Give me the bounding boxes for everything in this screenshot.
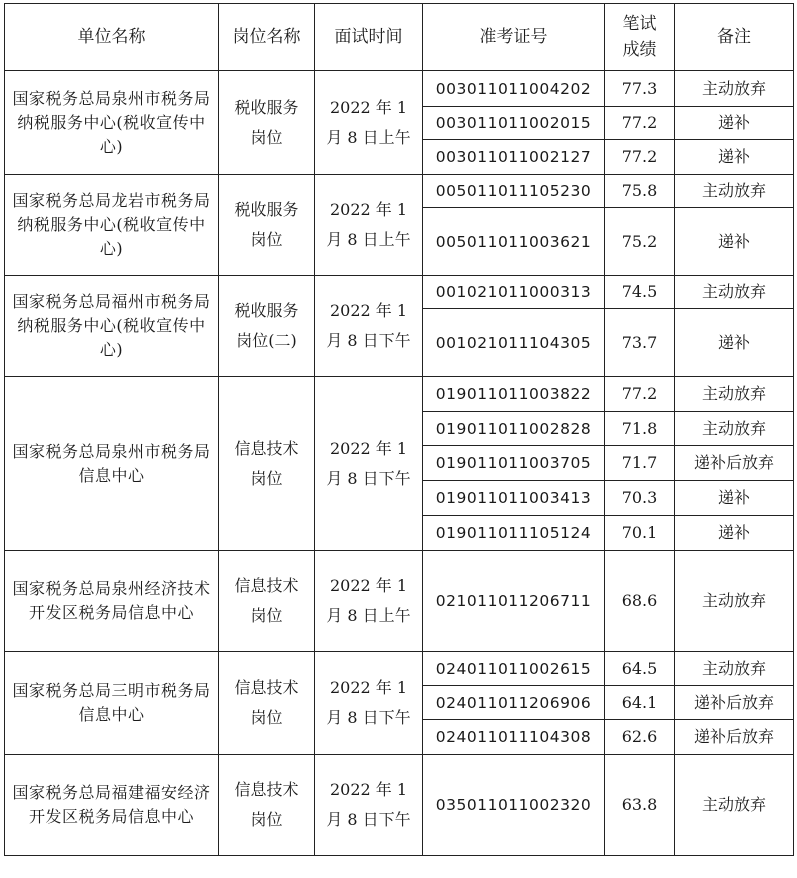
- remark-cell: 主动放弃: [675, 652, 794, 686]
- unit-name-cell: 国家税务总局三明市税务局信息中心: [5, 652, 219, 755]
- remark-cell: 递补: [675, 516, 794, 551]
- exam-id-cell: 003011011002015: [423, 107, 605, 140]
- exam-id-cell: 035011011002320: [423, 755, 605, 856]
- post-name-cell: 税收服务岗位(二): [219, 276, 315, 377]
- exam-id-cell: 019011011105124: [423, 516, 605, 551]
- remark-cell: 主动放弃: [675, 71, 794, 107]
- post-name-cell: 税收服务岗位: [219, 175, 315, 276]
- interview-time-cell: 2022 年 1 月 8 日下午: [315, 652, 423, 755]
- unit-name-cell: 国家税务总局泉州经济技术开发区税务局信息中心: [5, 551, 219, 652]
- post-name-cell: 信息技术岗位: [219, 652, 315, 755]
- unit-name-cell: 国家税务总局福建福安经济开发区税务局信息中心: [5, 755, 219, 856]
- header-row: [5, 4, 794, 71]
- header-time: 面试时间: [315, 4, 423, 71]
- table-row: [5, 175, 794, 208]
- remark-cell: 主动放弃: [675, 755, 794, 856]
- exam-id-cell: 024011011104308: [423, 720, 605, 755]
- score-cell: 70.1: [605, 516, 675, 551]
- exam-id-cell: 005011011003621: [423, 208, 605, 276]
- post-name-cell: 税收服务岗位: [219, 71, 315, 175]
- score-cell: 77.2: [605, 377, 675, 412]
- remark-cell: 递补: [675, 481, 794, 516]
- header-score: 笔试 成绩: [605, 4, 675, 71]
- interview-time-cell: 2022 年 1 月 8 日下午: [315, 276, 423, 377]
- remark-cell: 递补后放弃: [675, 686, 794, 720]
- remark-cell: 主动放弃: [675, 276, 794, 309]
- score-cell: 75.8: [605, 175, 675, 208]
- interview-time-cell: 2022 年 1 月 8 日下午: [315, 755, 423, 856]
- table-row: [5, 377, 794, 412]
- exam-id-cell: 024011011206906: [423, 686, 605, 720]
- score-cell: 71.8: [605, 412, 675, 446]
- remark-cell: 递补: [675, 309, 794, 377]
- remark-cell: 递补: [675, 140, 794, 175]
- unit-name-cell: 国家税务总局龙岩市税务局纳税服务中心(税收宣传中心): [5, 175, 219, 276]
- exam-id-cell: 001021011000313: [423, 276, 605, 309]
- exam-id-cell: 019011011003822: [423, 377, 605, 412]
- score-cell: 70.3: [605, 481, 675, 516]
- score-cell: 77.2: [605, 140, 675, 175]
- score-cell: 75.2: [605, 208, 675, 276]
- exam-id-cell: 003011011002127: [423, 140, 605, 175]
- interview-time-cell: 2022 年 1 月 8 日下午: [315, 377, 423, 551]
- score-cell: 77.2: [605, 107, 675, 140]
- unit-name-cell: 国家税务总局泉州市税务局信息中心: [5, 377, 219, 551]
- exam-id-cell: 021011011206711: [423, 551, 605, 652]
- remark-cell: 主动放弃: [675, 175, 794, 208]
- exam-id-cell: 019011011003413: [423, 481, 605, 516]
- remark-cell: 主动放弃: [675, 551, 794, 652]
- table-row: [5, 652, 794, 686]
- score-cell: 77.3: [605, 71, 675, 107]
- exam-id-cell: 024011011002615: [423, 652, 605, 686]
- remark-cell: 主动放弃: [675, 412, 794, 446]
- post-name-cell: 信息技术岗位: [219, 551, 315, 652]
- remark-cell: 递补: [675, 208, 794, 276]
- table-row: [5, 71, 794, 107]
- remark-cell: 主动放弃: [675, 377, 794, 412]
- score-cell: 73.7: [605, 309, 675, 377]
- table-row: [5, 551, 794, 652]
- exam-id-cell: 019011011002828: [423, 412, 605, 446]
- score-cell: 71.7: [605, 446, 675, 481]
- score-cell: 62.6: [605, 720, 675, 755]
- unit-name-cell: 国家税务总局泉州市税务局纳税服务中心(税收宣传中心): [5, 71, 219, 175]
- post-name-cell: 信息技术岗位: [219, 377, 315, 551]
- score-cell: 68.6: [605, 551, 675, 652]
- remark-cell: 递补后放弃: [675, 720, 794, 755]
- table-header: [5, 4, 794, 71]
- table-row: [5, 276, 794, 309]
- header-unit: 单位名称: [5, 4, 219, 71]
- header-exam-id: 准考证号: [423, 4, 605, 71]
- unit-name-cell: 国家税务总局福州市税务局纳税服务中心(税收宣传中心): [5, 276, 219, 377]
- exam-id-cell: 001021011104305: [423, 309, 605, 377]
- remark-cell: 递补: [675, 107, 794, 140]
- interview-time-cell: 2022 年 1 月 8 日上午: [315, 71, 423, 175]
- exam-id-cell: 019011011003705: [423, 446, 605, 481]
- exam-id-cell: 005011011105230: [423, 175, 605, 208]
- score-cell: 63.8: [605, 755, 675, 856]
- score-cell: 64.5: [605, 652, 675, 686]
- score-cell: 74.5: [605, 276, 675, 309]
- remark-cell: 递补后放弃: [675, 446, 794, 481]
- header-post: 岗位名称: [219, 4, 315, 71]
- table-body: [5, 71, 794, 856]
- exam-id-cell: 003011011004202: [423, 71, 605, 107]
- header-remark: 备注: [675, 4, 794, 71]
- candidate-table: [4, 3, 794, 856]
- post-name-cell: 信息技术岗位: [219, 755, 315, 856]
- interview-time-cell: 2022 年 1 月 8 日上午: [315, 175, 423, 276]
- score-cell: 64.1: [605, 686, 675, 720]
- table-row: [5, 755, 794, 856]
- interview-time-cell: 2022 年 1 月 8 日上午: [315, 551, 423, 652]
